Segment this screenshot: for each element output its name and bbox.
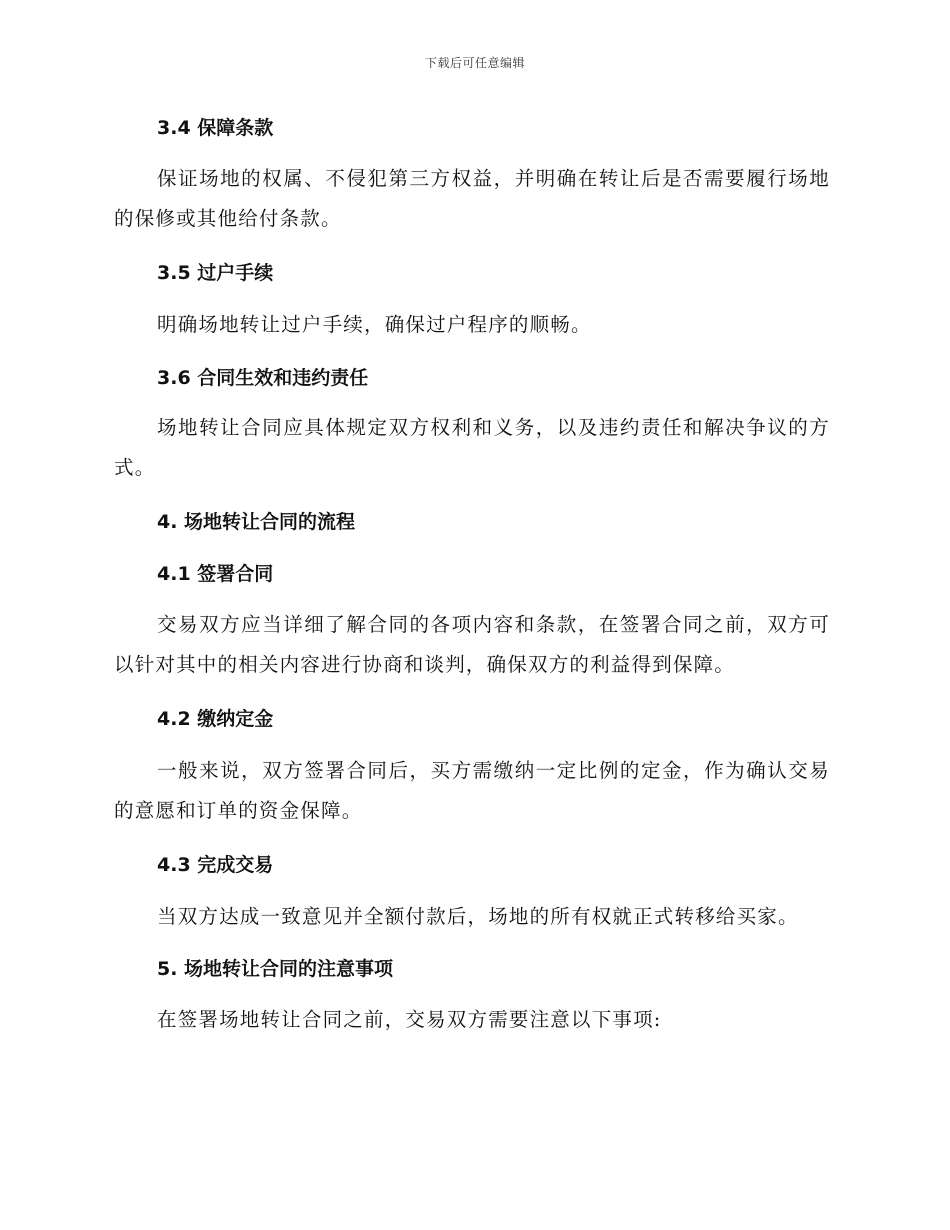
section-heading-4-2: 4.2 缴纳定金 — [157, 708, 274, 730]
paragraph-complete-transaction: 当双方达成一致意见并全额付款后，场地的所有权就正式转移给买家。 — [157, 905, 799, 928]
section-heading-3-6: 3.6 合同生效和违约责任 — [157, 367, 369, 389]
paragraph-sign-contract: 交易双方应当详细了解合同的各项内容和条款，在签署合同之前，双方可以针对其中的相关内容进行协商和谈判，确保双方的利益得到保障。 — [114, 613, 830, 676]
section-heading-3-5: 3.5 过户手续 — [157, 262, 274, 284]
section-heading-4-3: 4.3 完成交易 — [157, 854, 274, 876]
section-heading-4: 4. 场地转让合同的流程 — [157, 511, 356, 533]
paragraph-guarantee-terms: 保证场地的权属、不侵犯第三方权益，并明确在转让后是否需要履行场地的保修或其他给付条款。 — [114, 167, 830, 230]
paragraph-pay-deposit: 一般来说，双方签署合同后，买方需缴纳一定比例的定金，作为确认交易的意愿和订单的资金保障。 — [114, 759, 830, 822]
paragraph-notes-intro: 在签署场地转让合同之前，交易双方需要注意以下事项: — [157, 1008, 662, 1031]
section-heading-3-4: 3.4 保障条款 — [157, 117, 274, 139]
paragraph-transfer-procedures: 明确场地转让过户手续，确保过户程序的顺畅。 — [157, 313, 592, 336]
paragraph-contract-effect: 场地转让合同应具体规定双方权利和义务，以及违约责任和解决争议的方式。 — [114, 416, 830, 479]
section-heading-5: 5. 场地转让合同的注意事项 — [157, 958, 394, 980]
page-header: 下载后可任意编辑 — [424, 56, 525, 70]
section-heading-4-1: 4.1 签署合同 — [157, 563, 274, 585]
